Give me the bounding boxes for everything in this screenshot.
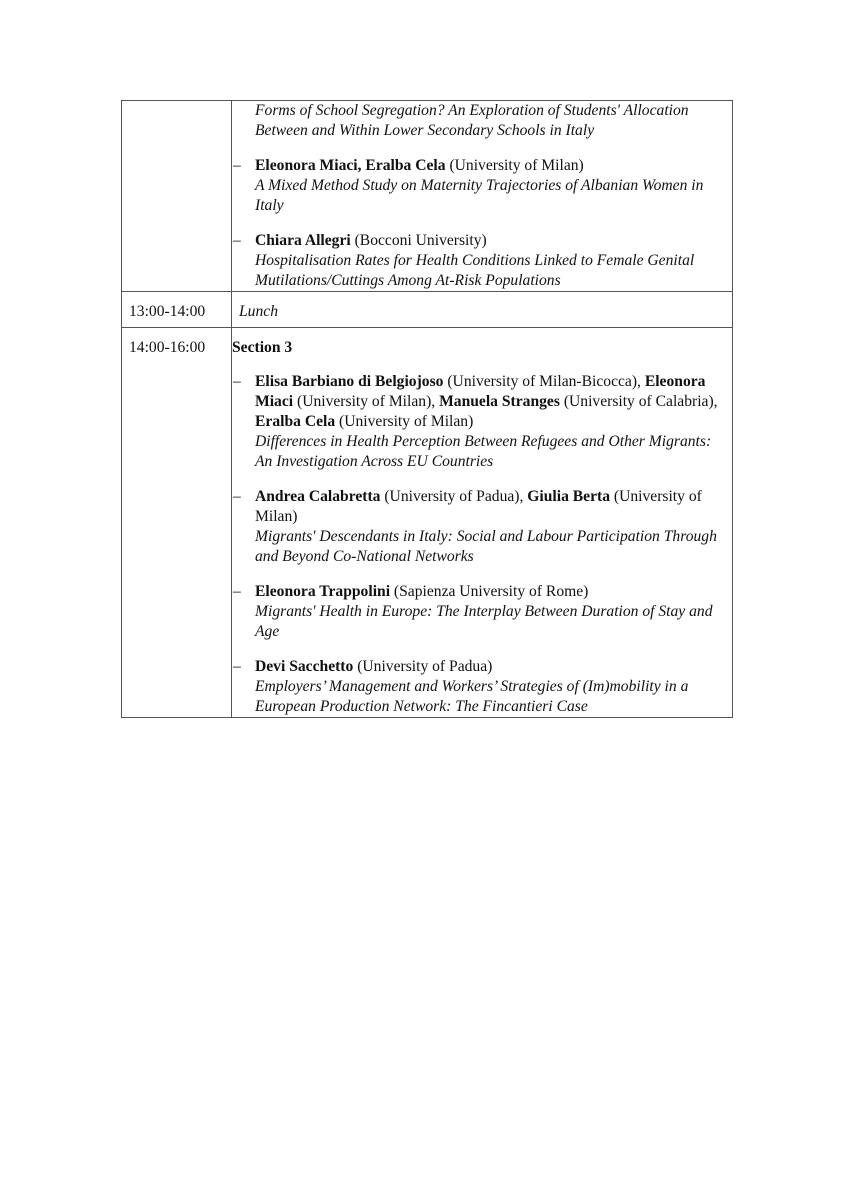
- time-cell: [122, 101, 232, 292]
- affiliation: (University of Milan): [335, 413, 474, 430]
- table-row: [122, 292, 733, 328]
- author-name: Eleonora Trappolini: [255, 583, 391, 600]
- affiliation: (University of Padua),: [380, 488, 528, 505]
- paper-title: Differences in Health Perception Between Refugees and Other Migrants: An Investigation Across EU Countries: [255, 433, 712, 470]
- time-slot: [122, 101, 231, 111]
- time-slot: 14:00-16:00: [129, 339, 206, 356]
- list-item: [232, 582, 732, 642]
- lunch-label: Lunch: [239, 303, 278, 320]
- list-item: [232, 231, 732, 291]
- paper-title: Employers’ Management and Workers’ Strategies of (Im)mobility in a European Production Network: The Fincantieri Case: [255, 678, 689, 715]
- time-slot: 13:00-14:00: [129, 303, 206, 320]
- list-item: [232, 156, 732, 216]
- author-name: Eralba Cela: [255, 413, 336, 430]
- author-name: Andrea Calabretta: [255, 488, 381, 505]
- author-name: Elisa Barbiano di Belgiojoso: [255, 373, 444, 390]
- author-name: Giulia Berta: [527, 488, 611, 505]
- section-heading: Section 3: [232, 339, 293, 356]
- time-cell: [122, 328, 232, 718]
- affiliation: (University of Milan): [445, 157, 584, 174]
- program-cell: [232, 292, 733, 328]
- affiliation: (Sapienza University of Rome): [390, 583, 589, 600]
- table-row: [122, 101, 733, 292]
- author-names: Chiara Allegri: [255, 232, 351, 249]
- affiliation: (University of Milan),: [293, 393, 440, 410]
- paper-title: Migrants' Health in Europe: The Interplay Between Duration of Stay and Age: [255, 603, 713, 640]
- dash-bullet: –: [233, 658, 241, 675]
- author-name: Eleonora Miaci: [255, 373, 706, 410]
- time-cell: [122, 292, 232, 328]
- table-row: [122, 328, 733, 718]
- affiliation: (University of Milan): [255, 488, 702, 525]
- dash-bullet: –: [233, 232, 241, 249]
- paper-title: A Mixed Method Study on Maternity Trajectories of Albanian Women in Italy: [255, 177, 704, 214]
- schedule-table: [121, 100, 733, 718]
- list-item: [232, 657, 732, 717]
- paper-title: Migrants' Descendants in Italy: Social and Labour Participation Through and Beyond Co-National Networks: [255, 528, 717, 565]
- paper-title: Hospitalisation Rates for Health Conditions Linked to Female Genital Mutilations/Cuttings Among At-Risk Populations: [255, 252, 695, 289]
- affiliation: (University of Milan-Bicocca),: [443, 373, 645, 390]
- program-cell: [232, 101, 733, 292]
- paper-title: Forms of School Segregation? An Exploration of Students' Allocation Between and Within Lower Secondary Schools in Italy: [255, 102, 689, 139]
- list-item: [232, 101, 732, 141]
- program-cell: [232, 328, 733, 718]
- dash-bullet: –: [233, 488, 241, 505]
- list-item: [232, 372, 732, 472]
- dash-bullet: –: [233, 583, 241, 600]
- affiliation: (University of Calabria),: [559, 393, 718, 410]
- affiliation: (Bocconi University): [350, 232, 487, 249]
- author-name: Devi Sacchetto: [255, 658, 354, 675]
- dash-bullet: –: [233, 157, 241, 174]
- affiliation: (University of Padua): [353, 658, 493, 675]
- author-names: Eleonora Miaci, Eralba Cela: [255, 157, 446, 174]
- author-name: Manuela Stranges: [439, 393, 560, 410]
- dash-bullet: –: [233, 373, 241, 390]
- list-item: [232, 487, 732, 567]
